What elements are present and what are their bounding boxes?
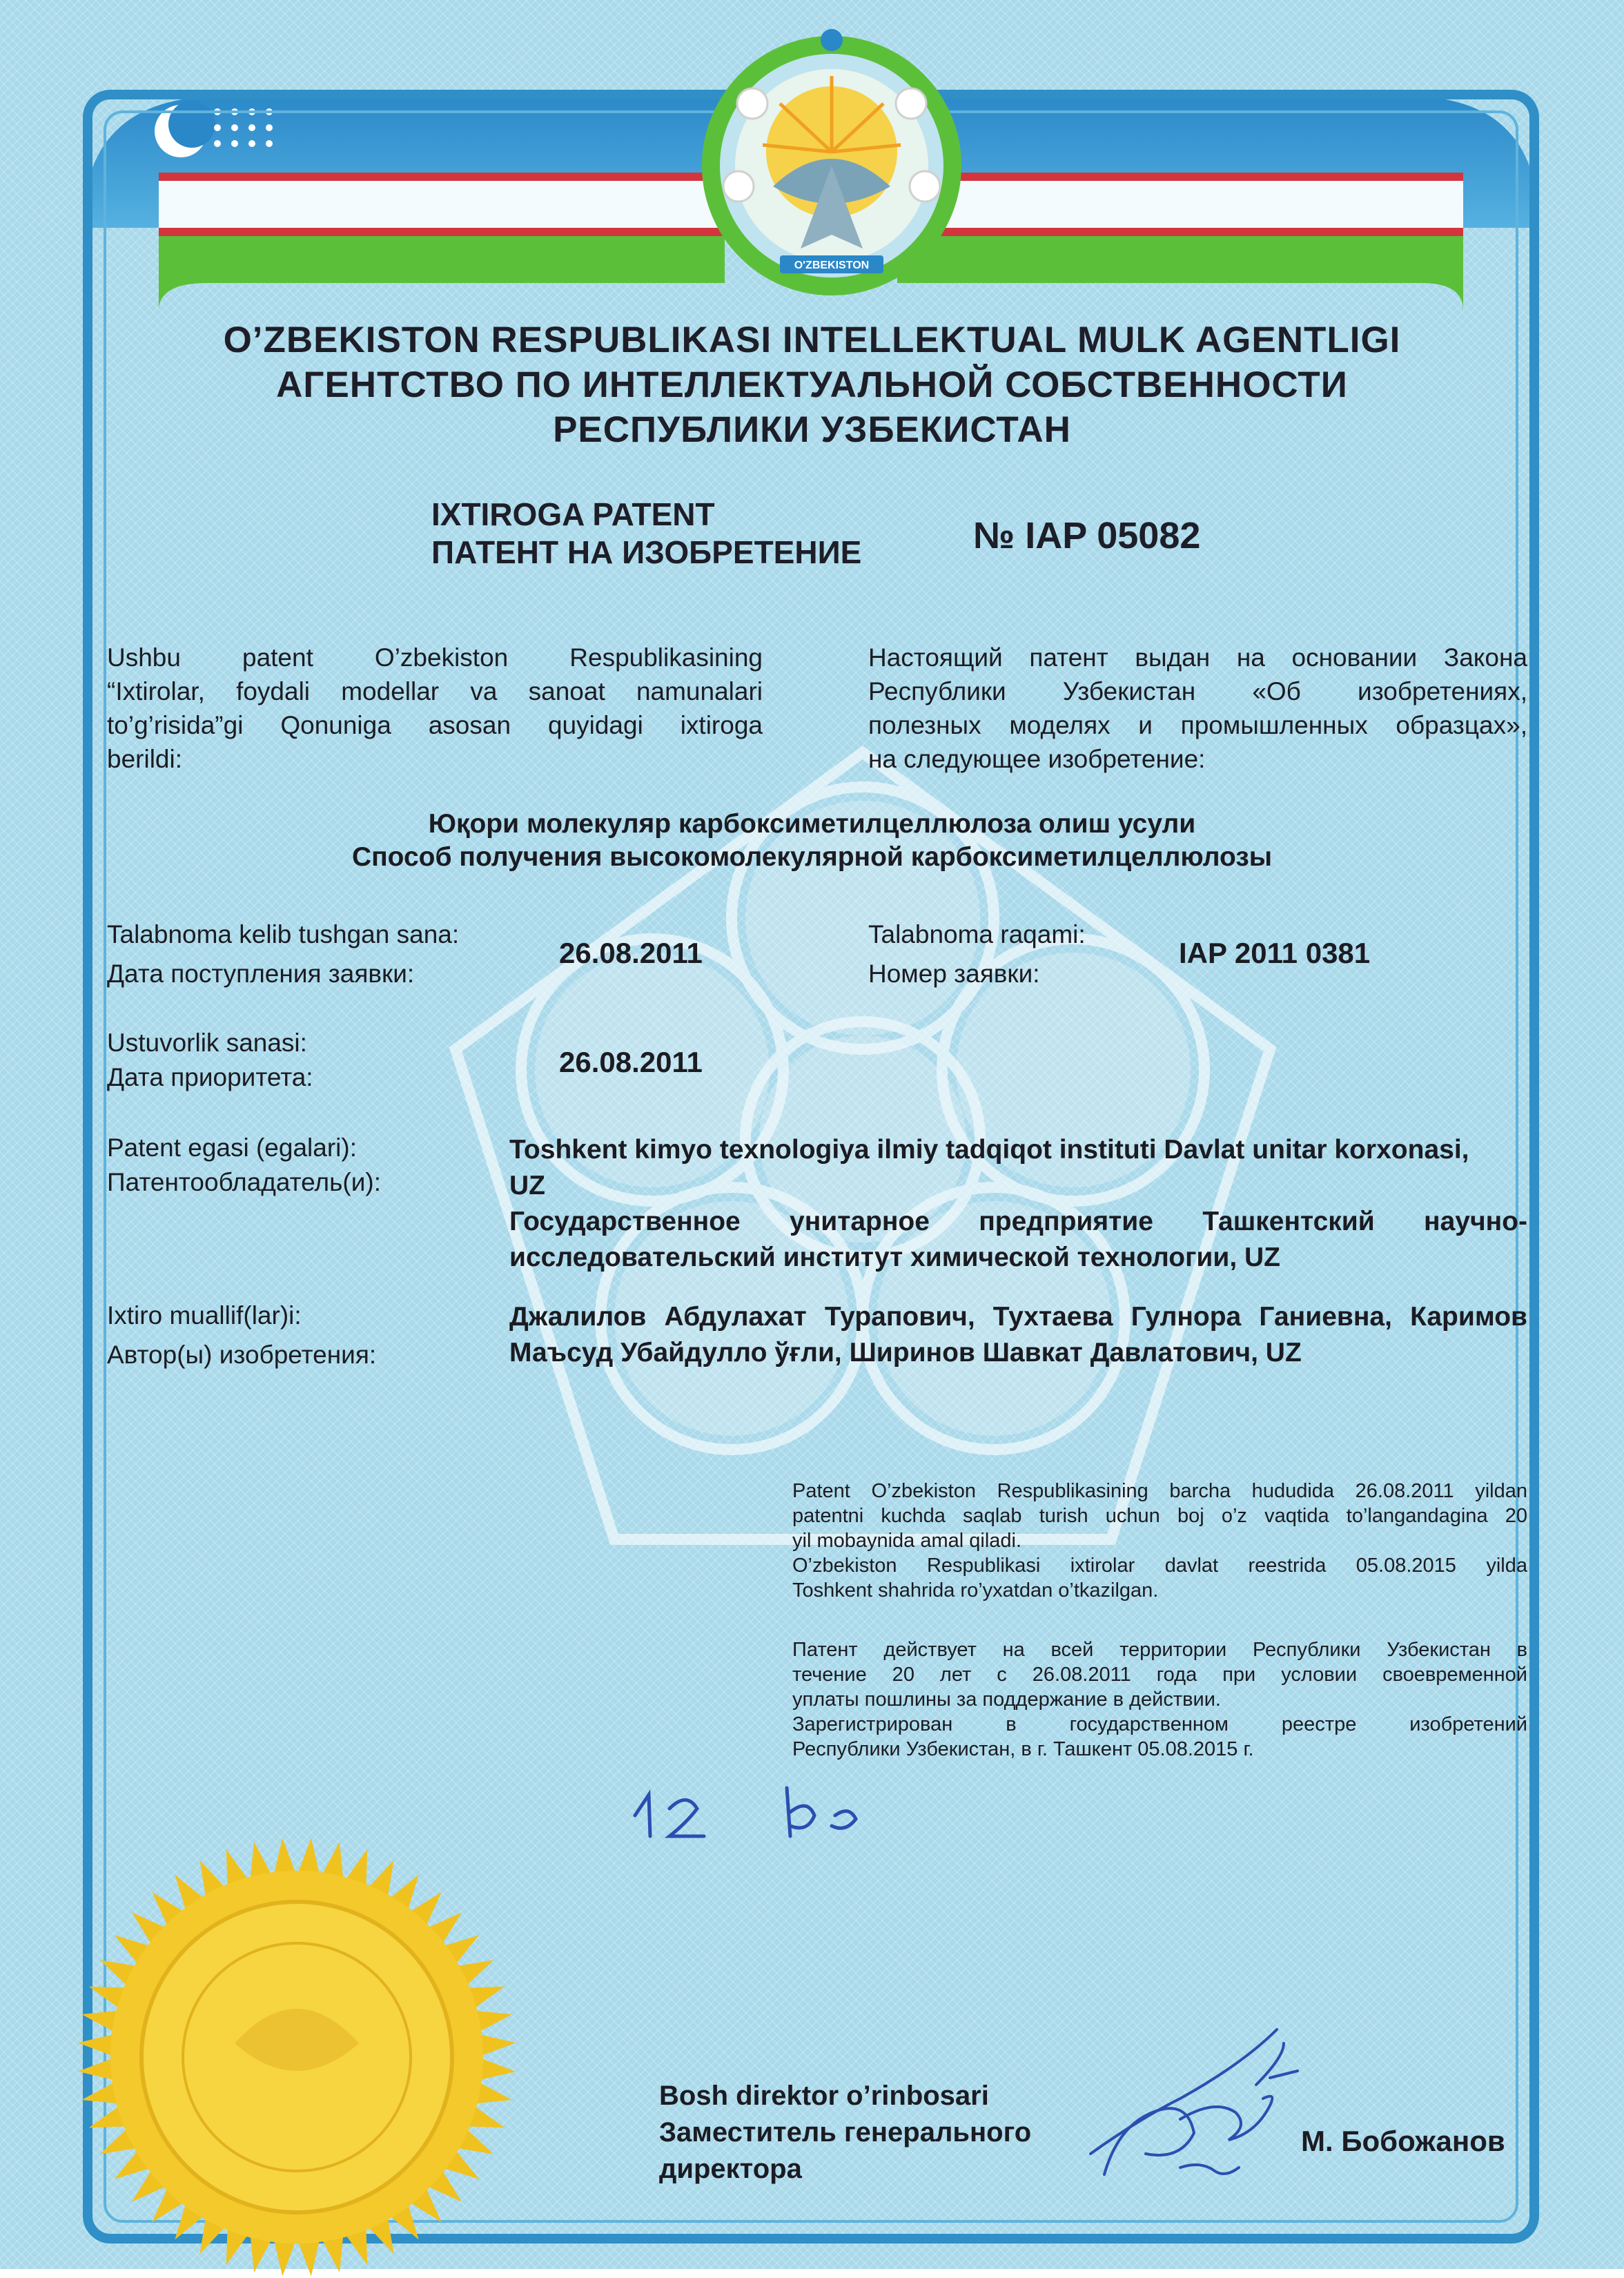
authors-value bbox=[509, 1299, 1527, 1371]
owner-ru-line: исследовательский институт химической технологии, UZ bbox=[509, 1243, 1280, 1272]
invention-title-uz: Юқори молекуляр карбоксиметилцеллюлоза олиш усули bbox=[428, 809, 1196, 839]
intro-uz bbox=[107, 641, 763, 776]
validity-uz-line: yil mobaynida amal qiladi. bbox=[792, 1530, 1022, 1552]
agency-name-ru-line2: РЕСПУБЛИКИ УЗБЕКИСТАН bbox=[553, 409, 1071, 450]
filing-date-label-ru: Дата поступления заявки: bbox=[107, 960, 415, 988]
invention-title-ru: Способ получения высокомолекулярной карбоксиметилцеллюлозы bbox=[351, 842, 1273, 872]
svg-text:O'ZBEKISTON: O'ZBEKISTON bbox=[794, 260, 870, 271]
signatory-title-line: Заместитель генерального bbox=[659, 2117, 1032, 2148]
handwritten-note-icon bbox=[621, 1767, 994, 1850]
owner-uz-line: Toshkent kimyo texnologiya ilmiy tadqiqot instituti Davlat unitar korxonasi, bbox=[509, 1135, 1469, 1165]
application-number-value: IAP 2011 0381 bbox=[1179, 937, 1371, 969]
intro-ru-line: Настоящий патент выдан на основании Закона bbox=[868, 643, 1527, 672]
validity-uz bbox=[792, 1479, 1527, 1603]
validity-ru-line: Патент действует на всей территории Республики Узбекистан в bbox=[792, 1639, 1527, 1661]
patent-number: № IAP 05082 bbox=[973, 515, 1201, 556]
state-emblem-icon bbox=[697, 28, 966, 297]
validity-uz-line: patentni kuchda saqlab turish uchun boj o’z vaqtida to’langandagina 20 bbox=[792, 1505, 1527, 1527]
validity-ru bbox=[792, 1637, 1527, 1762]
owner-uz-line: UZ bbox=[509, 1171, 545, 1200]
signatory-title-line: Bosh direktor o’rinbosari bbox=[659, 2081, 989, 2111]
intro-ru-line: полезных моделях и промышленных образцах», bbox=[868, 711, 1527, 739]
signatory-title-line: директора bbox=[659, 2154, 802, 2184]
intro-uz-line: berildi: bbox=[107, 745, 182, 773]
authors-line: Джалилов Абдулахат Турапович, Тухтаева Гулнора Ганиевна, Каримов bbox=[509, 1302, 1527, 1332]
agency-name-ru-line1: АГЕНТСТВО ПО ИНТЕЛЛЕКТУАЛЬНОЙ СОБСТВЕННОСТИ bbox=[276, 364, 1348, 405]
authors-label-uz: Ixtiro muallif(lar)i: bbox=[107, 1301, 302, 1330]
signatory-title bbox=[659, 2078, 1031, 2188]
owner-value bbox=[509, 1132, 1527, 1276]
intro-uz-line: “Ixtirolar, foydali modellar va sanoat namunalari bbox=[107, 677, 763, 705]
patent-type-ru: ПАТЕНТ НА ИЗОБРЕТЕНИЕ bbox=[431, 534, 862, 570]
validity-uz-line: O’zbekiston Respublikasi ixtirolar davlat reestrida 05.08.2015 yilda bbox=[792, 1555, 1527, 1577]
intro-ru-line: на следующее изобретение: bbox=[868, 745, 1206, 773]
gold-seal-icon bbox=[76, 1836, 518, 2278]
validity-uz-line: Toshkent shahrida ro’yxatdan o’tkazilgan. bbox=[792, 1579, 1159, 1602]
validity-ru-line: Республики Узбекистан, в г. Ташкент 05.08.2015 г. bbox=[792, 1738, 1254, 1760]
validity-ru-line: уплаты пошлины за поддержание в действии. bbox=[792, 1688, 1221, 1711]
signatory-name: М. Бобожанов bbox=[1301, 2125, 1505, 2157]
filing-date-label-uz: Talabnoma kelib tushgan sana: bbox=[107, 920, 460, 948]
application-number-label-uz: Talabnoma raqami: bbox=[868, 920, 1086, 948]
authors-line: Маъсуд Убайдулло ўғли, Ширинов Шавкат Давлатович, UZ bbox=[509, 1338, 1302, 1367]
validity-uz-line: Patent O’zbekiston Respublikasining barcha hududida 26.08.2011 yildan bbox=[792, 1480, 1527, 1502]
intro-ru bbox=[868, 641, 1527, 776]
validity-ru-line: Зарегистрирован в государственном реестре изобретений bbox=[792, 1713, 1527, 1735]
intro-ru-line: Республики Узбекистан «Об изобретениях, bbox=[868, 677, 1527, 705]
priority-date-value: 26.08.2011 bbox=[559, 1046, 703, 1078]
filing-date-value: 26.08.2011 bbox=[559, 937, 703, 969]
owner-label-ru: Патентообладатель(и): bbox=[107, 1168, 381, 1196]
priority-date-label-ru: Дата приоритета: bbox=[107, 1063, 313, 1091]
application-number-label-ru: Номер заявки: bbox=[868, 960, 1040, 988]
priority-date-label-uz: Ustuvorlik sanasi: bbox=[107, 1029, 307, 1057]
authors-label-ru: Автор(ы) изобретения: bbox=[107, 1341, 377, 1369]
intro-uz-line: to’g’risida”gi Qonuniga asosan quyidagi ixtiroga bbox=[107, 711, 763, 739]
intro-uz-line: Ushbu patent O’zbekiston Respublikasining bbox=[107, 643, 763, 672]
handwritten-signature-icon bbox=[1077, 2016, 1304, 2195]
owner-label-uz: Patent egasi (egalari): bbox=[107, 1133, 357, 1162]
patent-type-uz: IXTIROGA PATENT bbox=[431, 496, 715, 532]
validity-ru-line: течение 20 лет с 26.08.2011 года при условии своевременной bbox=[792, 1664, 1527, 1686]
owner-ru-line: Государственное унитарное предприятие Ташкентский научно- bbox=[509, 1207, 1527, 1236]
agency-name-uz: O’ZBEKISTON RESPUBLIKASI INTELLEKTUAL MULK AGENTLIGI bbox=[223, 320, 1401, 360]
